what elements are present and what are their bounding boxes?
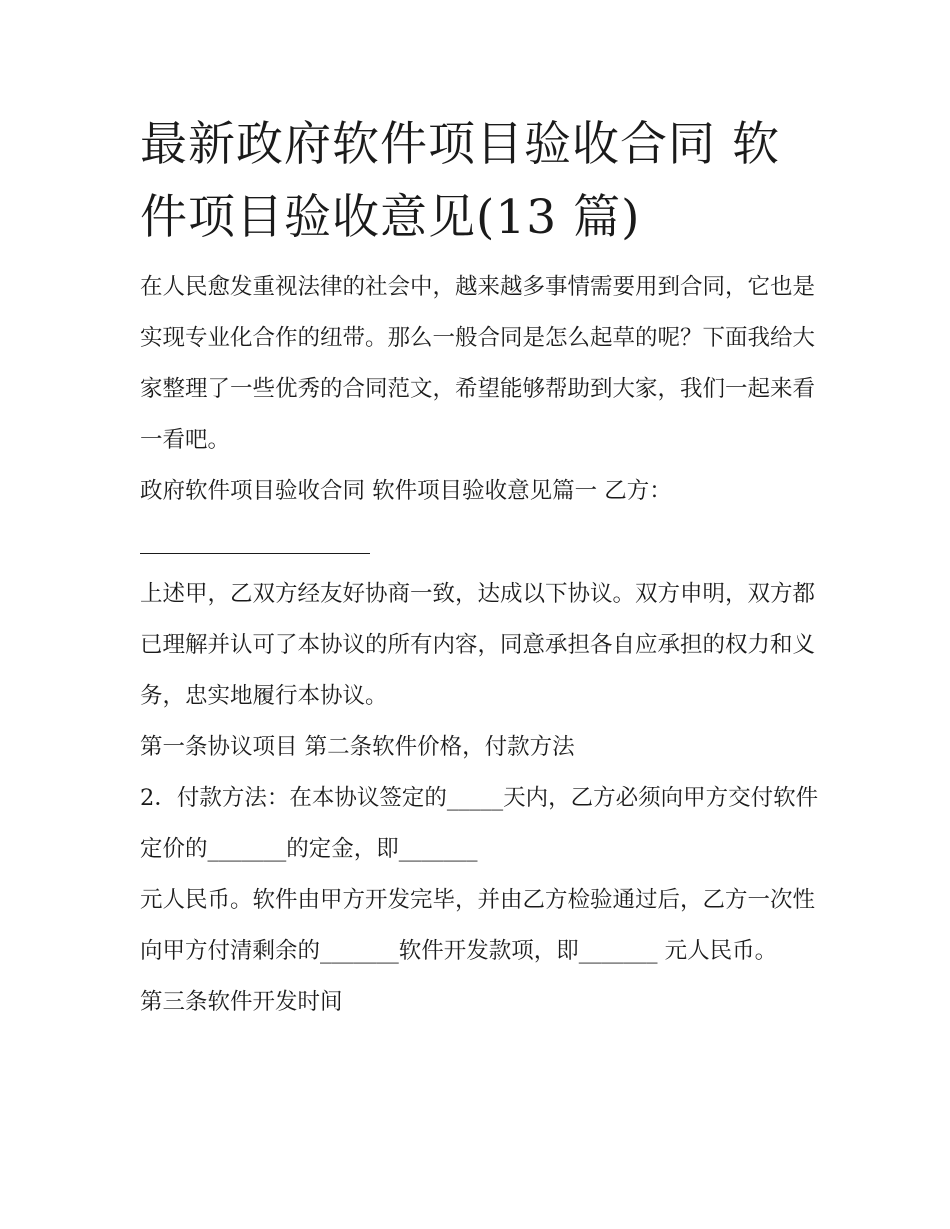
signature-blank-line <box>140 517 370 554</box>
article-one-two-heading: 第一条协议项目 第二条软件价格，付款方法 <box>140 734 575 760</box>
document-page <box>140 108 820 1028</box>
payment-method-paragraph: 2．付款方法：在本协议签定的_____天内，乙方必须向甲方交付软件定价的_______的定金，即_______ <box>140 785 819 862</box>
intro-paragraph: 在人民愈发重视法律的社会中，越来越多事情需要用到合同，它也是实现专业化合作的纽带。那么一般合同是怎么起草的呢？下面我给大家整理了一些优秀的合同范文，希望能够帮助到大家，我们一起来看一看吧。 <box>140 274 816 453</box>
section-heading-party-b: 政府软件项目验收合同 软件项目验收意见篇一 乙方： <box>140 478 672 504</box>
document-title: 最新政府软件项目验收合同 软件项目验收意见(13 篇) <box>140 117 780 245</box>
article-three-heading: 第三条软件开发时间 <box>140 989 343 1015</box>
payment-balance-paragraph: 元人民币。软件由甲方开发完毕，并由乙方检验通过后，乙方一次性向甲方付清剩余的_______软件开发款项，即_______ 元人民币。 <box>140 887 816 964</box>
agreement-paragraph: 上述甲，乙双方经友好协商一致，达成以下协议。双方申明，双方都已理解并认可了本协议的所有内容，同意承担各自应承担的权力和义务，忠实地履行本协议。 <box>140 581 816 709</box>
